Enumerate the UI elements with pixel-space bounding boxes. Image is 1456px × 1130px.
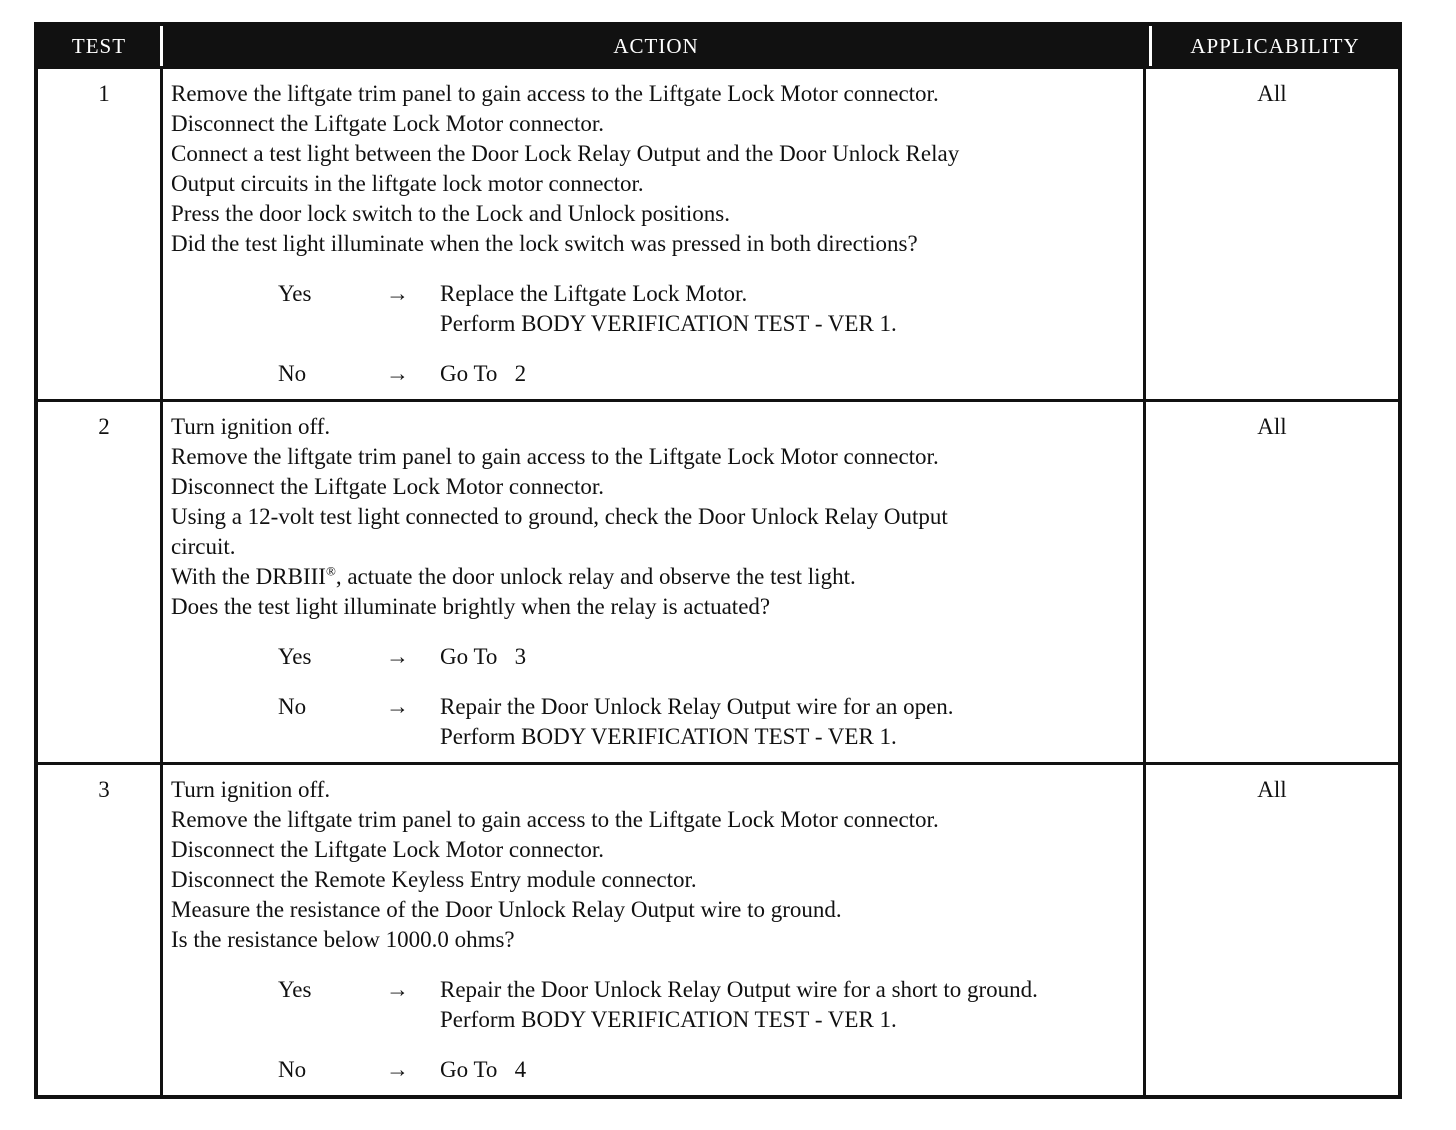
step-line: Press the door lock switch to the Lock and Unlock positions. <box>171 201 730 226</box>
branch-result <box>440 279 1143 339</box>
header-action: ACTION <box>160 26 1149 66</box>
step-line: Turn ignition off. <box>171 777 331 802</box>
test-number: 1 <box>98 81 110 106</box>
step-line: Did the test light illuminate when the lock switch was pressed in both directions? <box>171 231 918 256</box>
arrow-icon: → <box>386 1057 409 1082</box>
step-line: Output circuits in the liftgate lock motor connector. <box>171 171 644 196</box>
step-line: Disconnect the Liftgate Lock Motor connector. <box>171 474 605 499</box>
result-line: Perform BODY VERIFICATION TEST - VER 1. <box>440 724 897 749</box>
no-branch <box>171 692 1143 752</box>
result-line: Repair the Door Unlock Relay Output wire for an open. <box>440 694 954 719</box>
diagnostic-table <box>34 22 1402 1099</box>
no-label: No <box>278 361 307 386</box>
branch-result <box>440 359 1143 389</box>
arrow-icon: → <box>386 281 409 306</box>
branch-result <box>440 692 1143 752</box>
branch-result <box>440 642 1143 672</box>
yes-label: Yes <box>278 644 312 669</box>
result-line: Go To 2 <box>440 361 527 386</box>
step-line: circuit. <box>171 534 236 559</box>
step-line: Does the test light illuminate brightly when the relay is actuated? <box>171 594 771 619</box>
arrow-icon: → <box>386 977 409 1002</box>
step-line-drbiii <box>171 562 1143 592</box>
test-number: 2 <box>98 414 110 439</box>
table-row <box>38 762 1398 1095</box>
drb-post: , actuate the door unlock relay and observe the test light. <box>335 564 856 589</box>
result-line: Repair the Door Unlock Relay Output wire for a short to ground. <box>440 977 1038 1002</box>
table-row <box>38 66 1398 399</box>
action-cell <box>160 765 1146 1095</box>
yes-branch <box>171 279 1143 339</box>
yes-label: Yes <box>278 977 312 1002</box>
no-label: No <box>278 1057 307 1082</box>
action-cell <box>160 402 1146 762</box>
step-line: Using a 12-volt test light connected to ground, check the Door Unlock Relay Output <box>171 504 948 529</box>
header-applicability: APPLICABILITY <box>1149 26 1398 66</box>
step-line: Turn ignition off. <box>171 414 331 439</box>
drb-pre: With the DRBIII <box>171 564 326 589</box>
branch-result <box>440 975 1143 1035</box>
step-line: Remove the liftgate trim panel to gain access to the Liftgate Lock Motor connector. <box>171 807 939 832</box>
applicability-value: All <box>1257 777 1287 802</box>
registered-mark: ® <box>325 563 336 579</box>
result-line: Replace the Liftgate Lock Motor. <box>440 281 748 306</box>
step-line: Remove the liftgate trim panel to gain access to the Liftgate Lock Motor connector. <box>171 444 939 469</box>
step-line: Disconnect the Liftgate Lock Motor connector. <box>171 111 605 136</box>
step-line: Disconnect the Remote Keyless Entry module connector. <box>171 867 697 892</box>
header-test: TEST <box>71 33 127 58</box>
table-row <box>38 399 1398 762</box>
applicability-value: All <box>1257 81 1287 106</box>
result-line: Go To 3 <box>440 644 527 669</box>
result-line: Perform BODY VERIFICATION TEST - VER 1. <box>440 311 897 336</box>
arrow-icon: → <box>386 644 409 669</box>
action-cell <box>160 69 1146 399</box>
step-line: Disconnect the Liftgate Lock Motor connector. <box>171 837 605 862</box>
step-line: Is the resistance below 1000.0 ohms? <box>171 927 515 952</box>
no-label: No <box>278 694 307 719</box>
arrow-icon: → <box>386 694 409 719</box>
applicability-value: All <box>1257 414 1287 439</box>
step-line: Measure the resistance of the Door Unlock Relay Output wire to ground. <box>171 897 842 922</box>
no-branch <box>171 359 1143 389</box>
step-line: Remove the liftgate trim panel to gain access to the Liftgate Lock Motor connector. <box>171 81 939 106</box>
no-branch <box>171 1055 1143 1085</box>
result-line: Go To 4 <box>440 1057 527 1082</box>
table-header <box>38 26 1398 66</box>
arrow-icon: → <box>386 361 409 386</box>
result-line: Perform BODY VERIFICATION TEST - VER 1. <box>440 1007 897 1032</box>
test-number: 3 <box>98 777 110 802</box>
branch-result <box>440 1055 1143 1085</box>
yes-branch <box>171 975 1143 1035</box>
step-line: Connect a test light between the Door Lock Relay Output and the Door Unlock Relay <box>171 141 960 166</box>
yes-label: Yes <box>278 281 312 306</box>
yes-branch <box>171 642 1143 672</box>
